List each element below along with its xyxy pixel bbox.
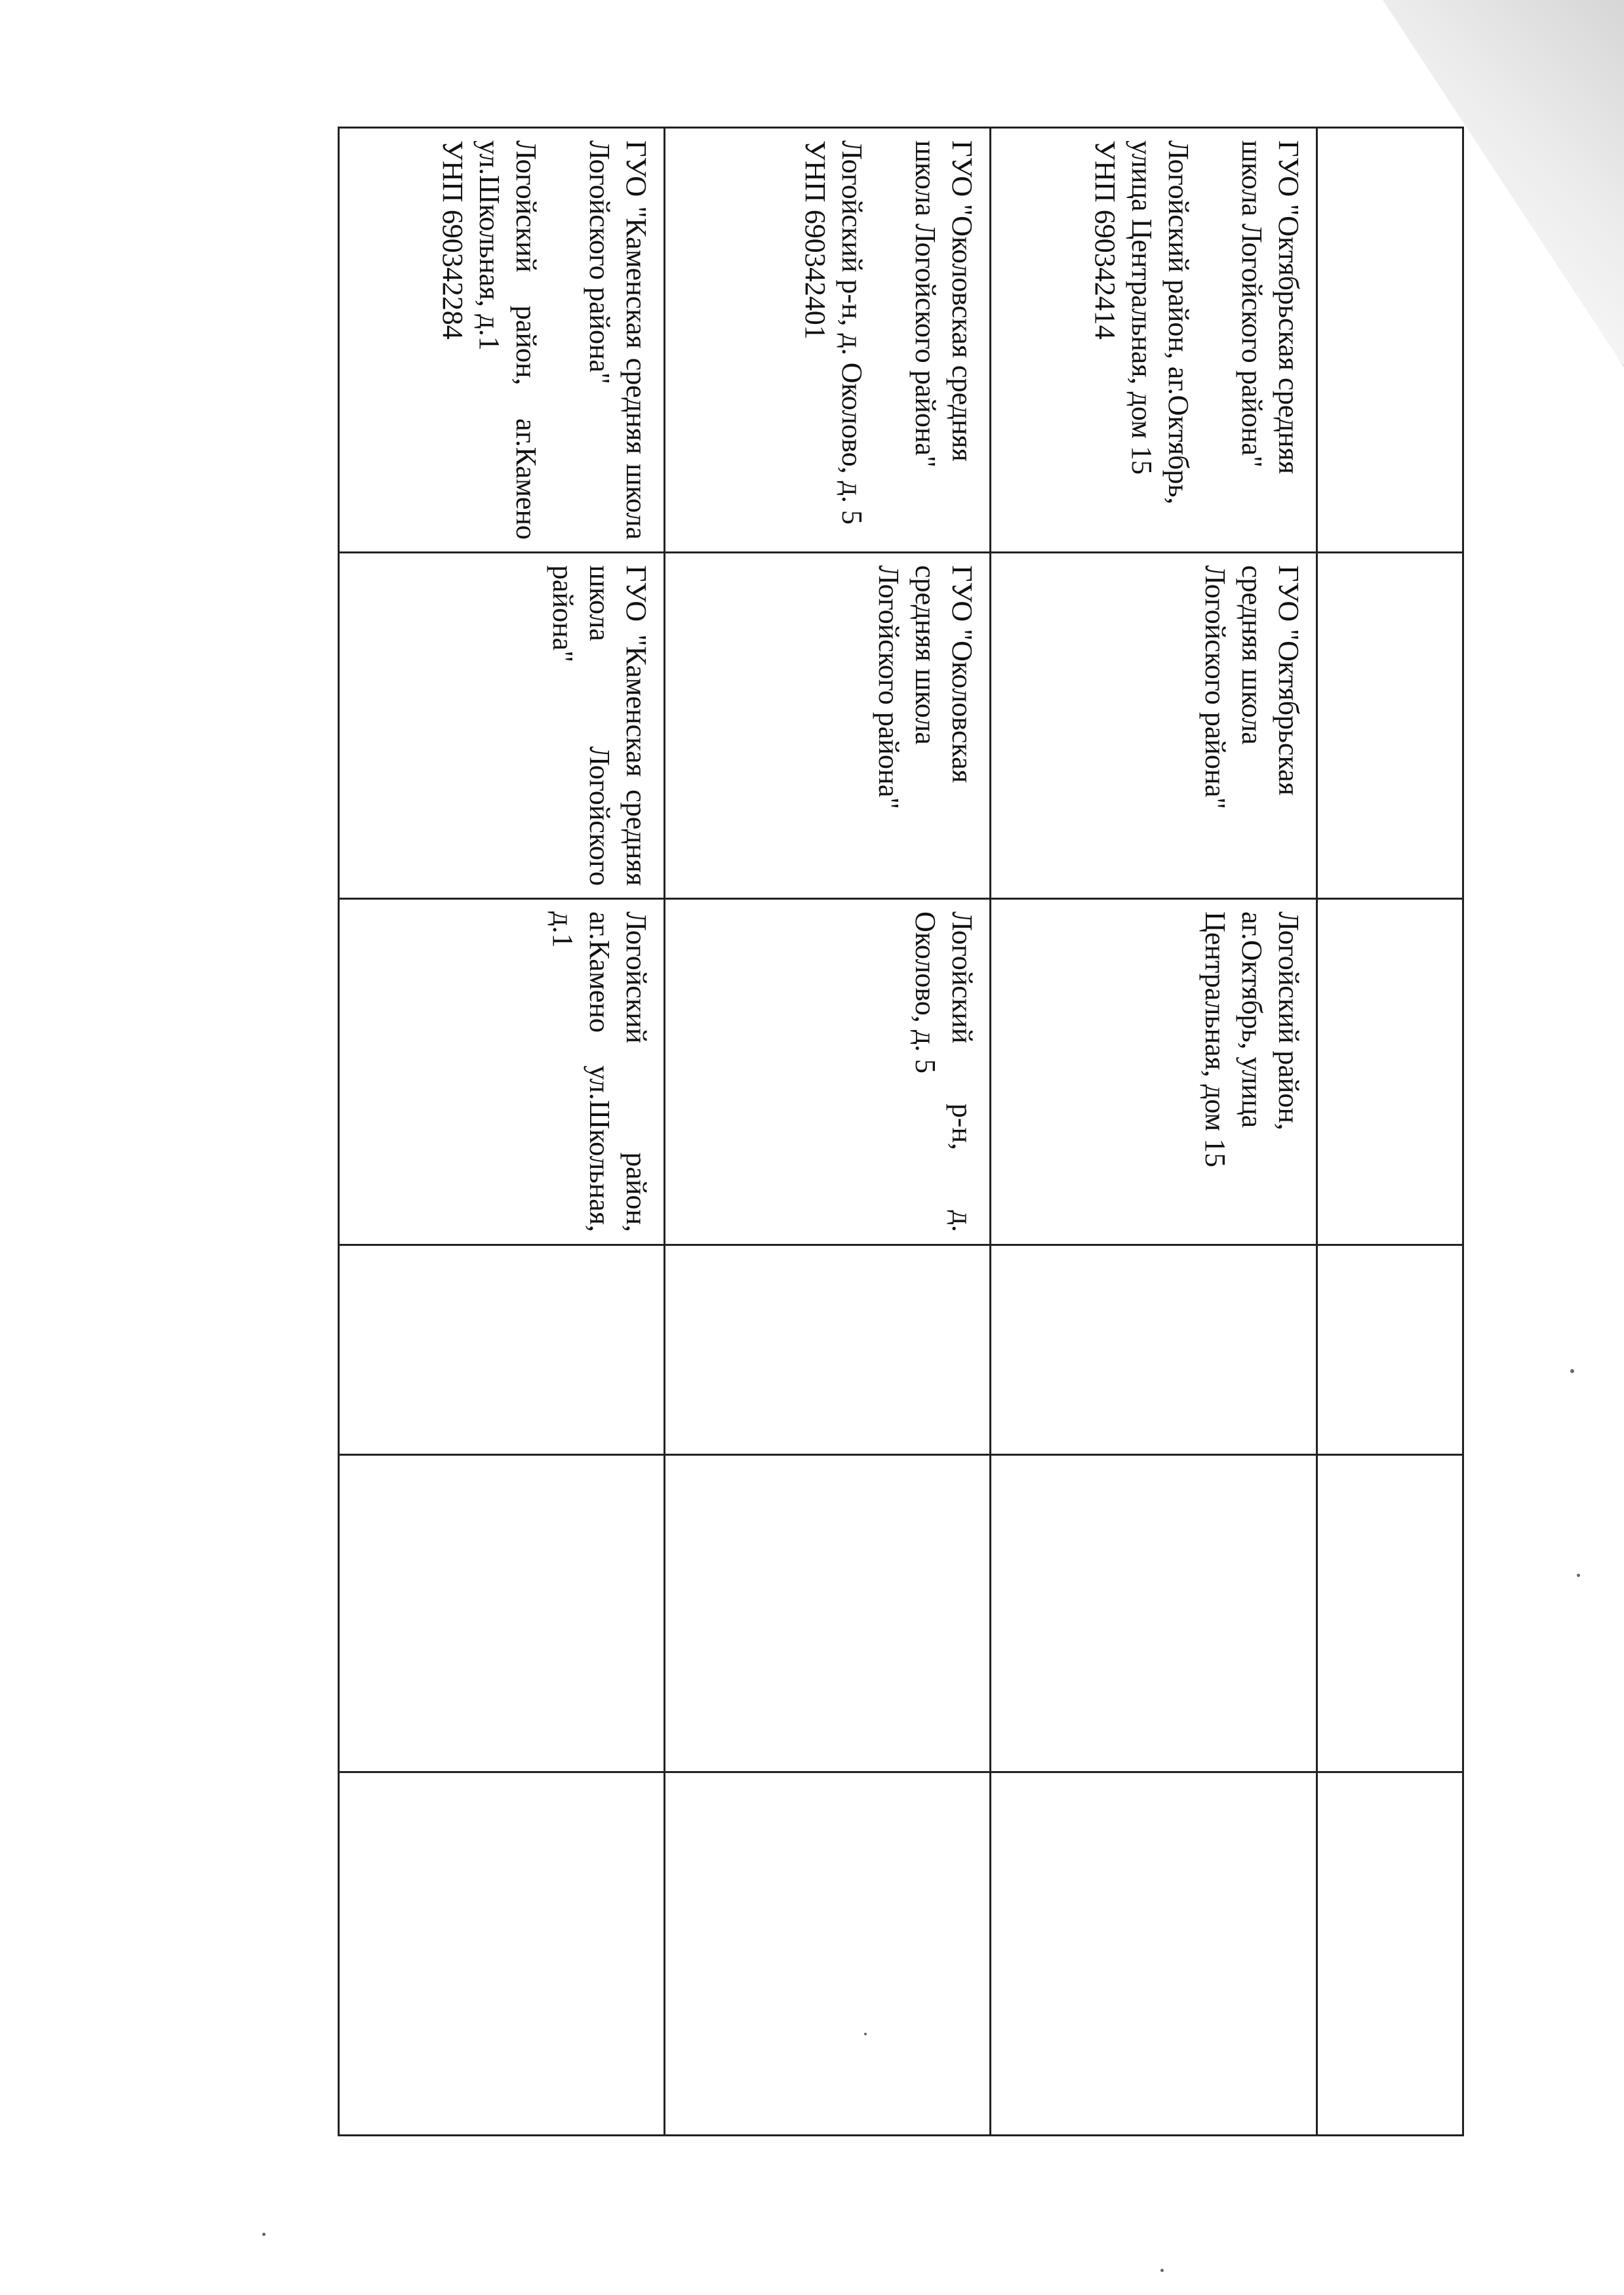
site-address: Логойский район, аг.Октябрь, улица Центральная, дом 15 xyxy=(1198,911,1305,1168)
table-cell xyxy=(1317,1455,1463,1772)
site-name-cell xyxy=(991,553,1317,899)
scan-speck xyxy=(1570,1369,1574,1373)
site-address-cell xyxy=(991,899,1317,1245)
site-address-cell xyxy=(339,899,665,1245)
site-name: ГУО "Околовская средняя школа Логойского района" xyxy=(873,565,979,809)
site-address: Логойский р-н, д. Околово, д. 5 xyxy=(909,911,979,1232)
school-unp: УНП 690342414 xyxy=(1088,140,1121,340)
site-name-cell xyxy=(665,553,991,899)
site-name: ГУО "Октябрьская средняя школа Логойского района" xyxy=(1198,565,1305,809)
school-info-cell xyxy=(339,128,665,553)
table-cell xyxy=(1317,899,1463,1245)
school-unp: УНП 690342401 xyxy=(799,140,832,340)
school-unp: УНП 690342284 xyxy=(437,140,469,340)
schools-table xyxy=(338,127,1464,2136)
site-address-cell xyxy=(665,899,991,1245)
table-row xyxy=(339,128,665,2136)
table-cell-empty xyxy=(665,1245,991,1455)
school-name: ГУО "Каменская средняя школа Логойского района" xyxy=(584,140,653,540)
scan-speck xyxy=(1577,1574,1580,1577)
school-name: ГУО "Октябрьская средняя школа Логойского района" xyxy=(1235,140,1305,474)
table-cell-empty xyxy=(339,1772,665,2136)
table-row xyxy=(665,128,991,2136)
school-info-cell xyxy=(991,128,1317,553)
table-cell xyxy=(1317,553,1463,899)
table-cell xyxy=(1317,128,1463,553)
site-name: ГУО "Каменская средняя школа Логойского района" xyxy=(547,565,653,886)
school-address: Логойский р-н, д. Околово, д. 5 xyxy=(836,140,869,525)
school-name: ГУО "Околовская средняя школа Логойского района" xyxy=(909,140,979,468)
table-row xyxy=(991,128,1317,2136)
school-address: Логойский район, аг.Камено ул.Школьная, д.1 xyxy=(473,140,543,540)
site-address: Логойский район, аг.Камено ул.Школьная, д.1 xyxy=(547,911,653,1232)
table-cell-empty xyxy=(339,1455,665,1772)
table-cell-empty xyxy=(991,1245,1317,1455)
scan-speck xyxy=(1160,2269,1164,2272)
school-address: Логойский район, аг.Октябрь, улица Центральная, дом 15 xyxy=(1125,140,1195,505)
scan-speck xyxy=(262,2233,266,2236)
scan-speck xyxy=(864,2033,867,2035)
site-name-cell xyxy=(339,553,665,899)
table-cell-empty xyxy=(665,1455,991,1772)
table-cell xyxy=(1317,1245,1463,1455)
document-table-wrapper xyxy=(338,127,1464,2134)
table-row-top-blank xyxy=(1317,128,1463,2136)
table-cell-empty xyxy=(991,1455,1317,1772)
table-cell-empty xyxy=(339,1245,665,1455)
table-cell xyxy=(1317,1772,1463,2136)
school-info-cell xyxy=(665,128,991,553)
table-cell-empty xyxy=(665,1772,991,2136)
table-cell-empty xyxy=(991,1772,1317,2136)
